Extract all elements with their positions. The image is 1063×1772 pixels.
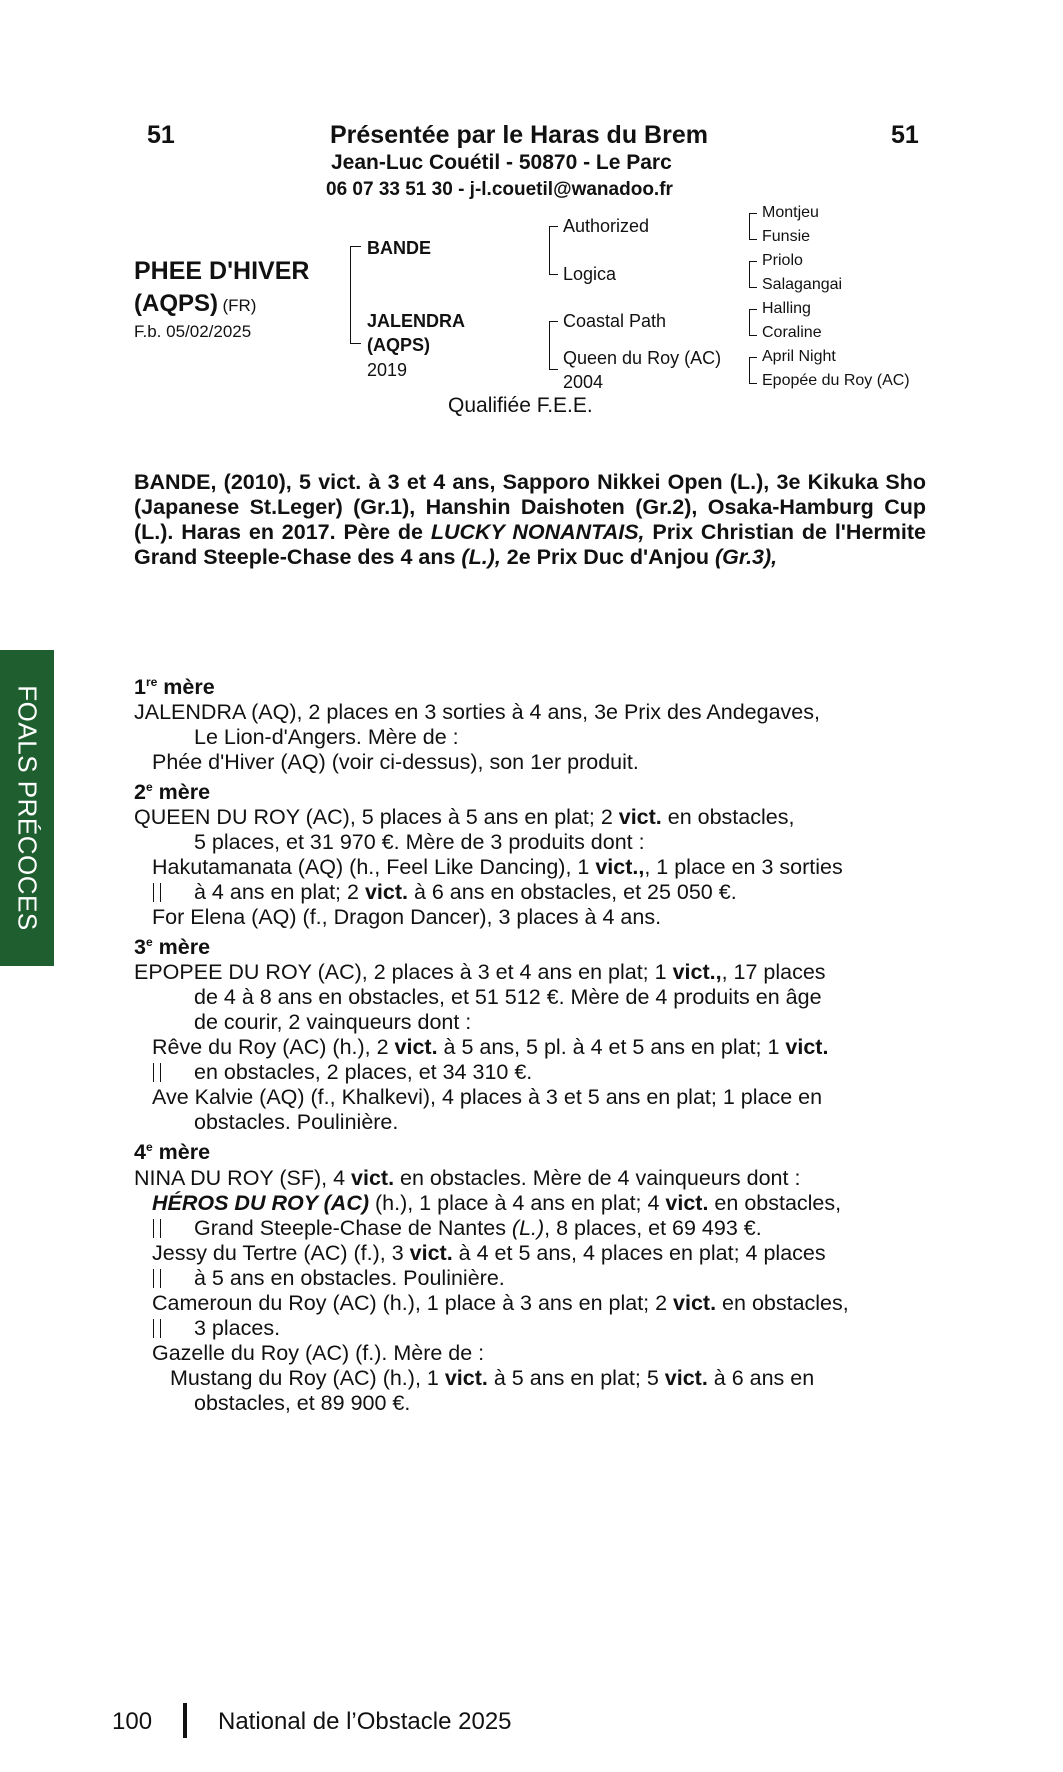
page-number: 100	[112, 1708, 153, 1735]
horse-breed-line	[134, 290, 256, 318]
mother-4-line: à 5 ans en obstacles. Poulinière.	[134, 1266, 934, 1291]
mother-4-line: Gazelle du Roy (AC) (f.). Mère de :	[152, 1340, 485, 1365]
presenter-title: Présentée par le Haras du Brem	[330, 121, 708, 149]
mother-4-line: NINA DU ROY (SF), 4 vict. en obstacles. Mère de 4 vainqueurs dont :	[134, 1165, 801, 1190]
horse-sex-dob: F.b. 05/02/2025	[134, 322, 252, 341]
mother-4-line: 3 places.	[134, 1316, 934, 1341]
bracket-gen3-3	[749, 309, 757, 336]
footer-title: National de l’Obstacle 2025	[218, 1708, 512, 1735]
pedigree-g3-6: Coraline	[762, 324, 822, 341]
pedigree-g3-4: Salagangai	[762, 276, 843, 293]
mother-2-line: Hakutamanata (AQ) (h., Feel Like Dancing), 1 vict.,, 1 place en 3 sorties	[152, 855, 843, 880]
pedigree-dam: JALENDRA	[367, 311, 466, 331]
bracket-gen2-dam	[549, 321, 558, 370]
pedigree-g3-1: Montjeu	[762, 204, 819, 221]
mother-4-line: Cameroun du Roy (AC) (h.), 1 place à 3 ans en plat; 2 vict. en obstacles,	[152, 1290, 849, 1315]
qualification: Qualifiée F.E.E.	[448, 394, 593, 417]
pedigree-g3-7: April Night	[762, 348, 836, 365]
continuation-mark	[153, 1319, 161, 1338]
mother-3-line: de 4 à 8 ans en obstacles, et 51 512 €. Mère de 4 produits en âge	[194, 985, 822, 1010]
pedigree-dam-breed: (AQPS)	[367, 335, 430, 355]
mother-3-line: en obstacles, 2 places, et 34 310 €.	[134, 1060, 934, 1085]
mother-1-title: 1re mère	[134, 675, 215, 700]
sidebar-label: FOALS PRÉCOCES	[12, 685, 43, 931]
mother-2-title: 2e mère	[134, 780, 211, 805]
lot-number-right: 51	[891, 121, 919, 149]
pedigree-g3-2: Funsie	[762, 228, 811, 245]
sire-description	[134, 470, 926, 570]
mother-2-line: 5 places, et 31 970 €. Mère de 3 produits dont :	[194, 830, 645, 855]
mother-2-line: QUEEN DU ROY (AC), 5 places à 5 ans en plat; 2 vict. en obstacles,	[134, 805, 795, 830]
lot-number-left: 51	[147, 121, 175, 149]
continuation-mark	[153, 1063, 161, 1082]
horse-name: PHEE D'HIVER	[134, 257, 310, 285]
mother-4-line: Mustang du Roy (AC) (h.), 1 vict. à 5 ans en plat; 5 vict. à 6 ans en	[170, 1365, 815, 1390]
mother-3-line: obstacles. Poulinière.	[194, 1110, 399, 1135]
pedigree-dam-dam-year: 2004	[563, 372, 604, 392]
mother-3-line: Ave Kalvie (AQ) (f., Khalkevi), 4 places à 3 et 5 ans en plat; 1 place en	[152, 1085, 823, 1110]
bracket-gen3-2	[749, 261, 757, 288]
sire-text-progeny: LUCKY NONANTAIS,	[430, 520, 645, 544]
mother-3-line: de courir, 2 vainqueurs dont :	[194, 1010, 472, 1035]
pedigree-sire-sire: Authorized	[563, 216, 650, 236]
mother-2-line: For Elena (AQ) (f., Dragon Dancer), 3 places à 4 ans.	[152, 905, 662, 930]
horse-country: (FR)	[222, 296, 257, 315]
bracket-gen1	[350, 246, 361, 344]
sire-text-grade-1: (L.),	[461, 545, 501, 569]
mother-2-line: à 4 ans en plat; 2 vict. à 6 ans en obstacles, et 25 050 €.	[134, 880, 934, 905]
sire-text-2: Prix Christian de l'Hermite Grand Steeple-Chase des 4 ans	[134, 520, 926, 569]
sire-text-3: 2e Prix Duc d'Anjou	[500, 545, 715, 569]
sire-text-1: BANDE, (2010), 5 vict. à 3 et 4 ans, Sapporo Nikkei Open (L.), 3e Kikuka Sho (Japanese St.Leger) (Gr.1), Hanshin Daishoten (Gr.2), Osaka-Hamburg Cup (L.). Haras en 2017. Père de	[134, 470, 926, 544]
mother-4-line: Jessy du Tertre (AC) (f.), 3 vict. à 4 et 5 ans, 4 places en plat; 4 places	[152, 1240, 826, 1265]
mother-1-line: JALENDRA (AQ), 2 places en 3 sorties à 4 ans, 3e Prix des Andegaves,	[134, 700, 820, 725]
continuation-mark	[153, 1219, 161, 1238]
pedigree-g3-8: Epopée du Roy (AC)	[762, 372, 910, 389]
mother-4-line: obstacles, et 89 900 €.	[194, 1390, 411, 1415]
continuation-mark	[153, 1269, 161, 1288]
section-sidebar	[0, 650, 54, 966]
pedigree-sire-dam: Logica	[563, 264, 617, 284]
mother-1-line: Phée d'Hiver (AQ) (voir ci-dessus), son 1er produit.	[152, 750, 639, 775]
sire-text-grade-2: (Gr.3),	[715, 545, 778, 569]
horse-breed: (AQPS)	[134, 290, 218, 317]
bracket-gen3-1	[749, 213, 757, 240]
pedigree-dam-dam: Queen du Roy (AC)	[563, 348, 722, 368]
mother-3-line: Rêve du Roy (AC) (h.), 2 vict. à 5 ans, 5 pl. à 4 et 5 ans en plat; 1 vict.	[152, 1035, 829, 1060]
owner-line: Jean-Luc Couétil - 50870 - Le Parc	[331, 151, 672, 174]
family-section	[134, 670, 934, 1416]
mother-3-line: EPOPEE DU ROY (AC), 2 places à 3 et 4 ans en plat; 1 vict.,, 17 places	[134, 960, 826, 985]
bracket-gen2-sire	[549, 226, 558, 275]
pedigree-dam-year: 2019	[367, 360, 408, 380]
mother-4-line: Grand Steeple-Chase de Nantes (L.), 8 places, et 69 493 €.	[134, 1216, 934, 1241]
mother-3-title: 3e mère	[134, 935, 211, 960]
pedigree-dam-sire: Coastal Path	[563, 311, 667, 331]
pedigree-sire: BANDE	[367, 238, 432, 258]
footer-divider	[183, 1703, 187, 1738]
pedigree-g3-3: Priolo	[762, 252, 803, 269]
mother-4-line: HÉROS DU ROY (AC) (h.), 1 place à 4 ans en plat; 4 vict. en obstacles,	[152, 1190, 842, 1215]
mother-1-line: Le Lion-d'Angers. Mère de :	[194, 725, 459, 750]
pedigree-g3-5: Halling	[762, 300, 811, 317]
continuation-mark	[153, 883, 161, 902]
bracket-gen3-4	[749, 357, 757, 384]
mother-4-title: 4e mère	[134, 1140, 211, 1165]
contact-line: 06 07 33 51 30 - j-l.couetil@wanadoo.fr	[326, 179, 673, 200]
